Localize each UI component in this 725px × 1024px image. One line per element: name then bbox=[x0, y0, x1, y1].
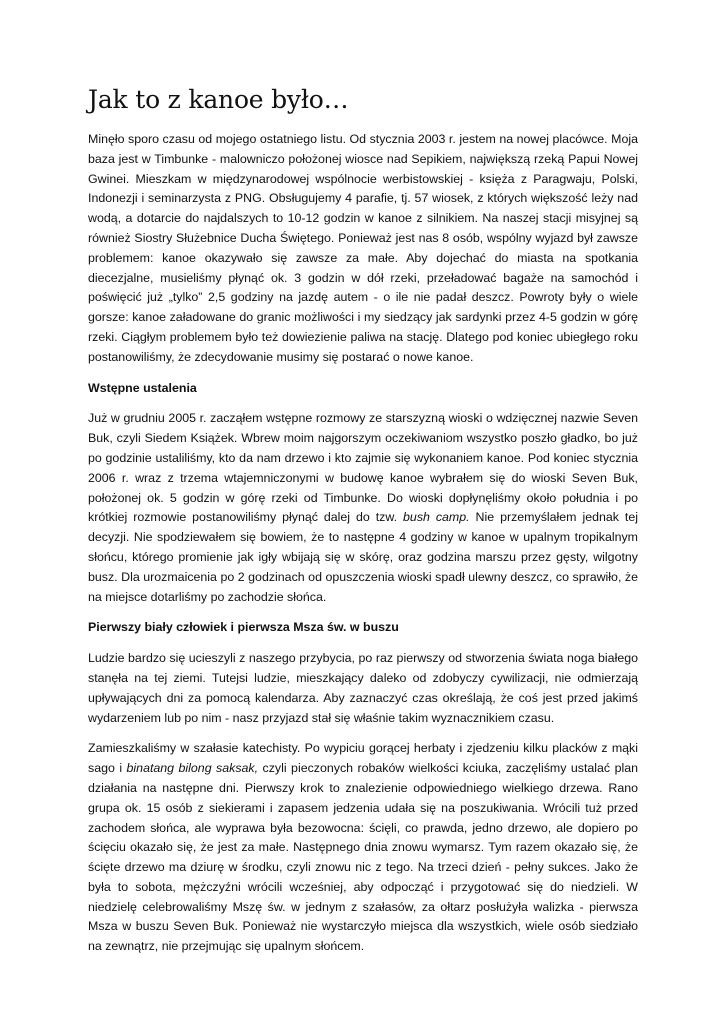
document-page bbox=[88, 84, 638, 968]
paragraph-arrival: Ludzie bardzo się ucieszyli z naszego przybycia, po raz pierwszy od stworzenia świata noga białego stanęła na tej ziemi. Tutejsi ludzie, mieszkający daleko od zdobyczy cywilizacji, nie odmierzają upływających dni za pomocą kalendarza. Aby zaznaczyć czas określają, że coś jest przed jakimś wydarzeniem lub po nim - nasz przyjazd stał się właśnie takim wyznacznikiem czasu. bbox=[88, 651, 638, 725]
paragraph-text: czyli pieczonych robaków wielkości kciuka, zaczęliśmy ustalać plan działania na następne dni. Pierwszy krok to znalezienie odpowiedniego wielkiego drzewa. Rano grupa ok. 15 osób z siekierami i zapasem jedzenia udała się na poszukiwania. Wrócili tuż przed zachodem słońca, ale wyprawa była bezowocna: ścięli, co prawda, jedno drzewo, ale dopiero po ścięciu okazało się, że jest za małe. Następnego dnia znowu wymarsz. Tym razem okazało się, że ścięte drzewo ma dziurę w środku, czyli znowu nic z tego. Na trzeci dzień - pełny sukces. Jako że była to sobota, mężczyźni wrócili wcześniej, aby odpocząć i przygotować się do niedzieli. W niedzielę celebrowaliśmy Mszę św. w jednym z szałasów, za ołtarz posłużyła walizka - pierwsza Msza w buszu Seven Buk. Ponieważ nie wystarczyło miejsca dla wszystkich, wiele osób siedziało na zewnątrz, nie przejmując się upalnym słońcem. bbox=[88, 761, 638, 954]
italic-term-bush-camp: bush camp. bbox=[403, 510, 470, 525]
paragraph-preliminary-talks bbox=[88, 409, 638, 607]
document-title: Jak to z kanoe było… bbox=[88, 85, 349, 114]
paragraph-search-for-tree bbox=[88, 739, 638, 957]
section-heading-first-white-man: Pierwszy biały człowiek i pierwsza Msza św. w buszu bbox=[88, 620, 399, 635]
section-heading-wstepne-ustalenia: Wstępne ustalenia bbox=[88, 380, 197, 395]
paragraph-text: Już w grudniu 2005 r. zacząłem wstępne rozmowy ze starszyzną wioski o wdzięcznej nazwie Seven Buk, czyli Siedem Książek. Wbrew moim najgorszym oczekiwaniom wszystko poszło gładko, bo już po godzinie ustaliliśmy, kto da nam drzewo i kto zajmie się wykonaniem kanoe. Pod koniec stycznia 2006 r. wraz z trzema wtajemniczonymi w budowę kanoe wybrałem się do wioski Seven Buk, położonej ok. 5 godzin w górę rzeki od Timbunke. Do wioski dopłynęliśmy około południa i po krótkiej rozmowie postanowiliśmy płynąć dalej do tzw. bbox=[88, 411, 638, 525]
paragraph-text: Zamieszkaliśmy w szałasie katechisty. Po wypiciu gorącej herbaty i zjedzeniu kilku placków z mąki sago i bbox=[88, 741, 638, 776]
paragraph-text: Nie przemyślałem jednak tej decyzji. Nie spodziewałem się bowiem, że to następne 4 godziny w kanoe w upalnym tropikalnym słońcu, którego promienie jak igły wbijają się w skórę, oraz godzina marszu przez gęsty, wilgotny busz. Dla urozmaicenia po 2 godzinach od opuszczenia wioski spadł ulewny deszcz, co sprawiło, że na miejsce dotarliśmy po zachodzie słońca. bbox=[88, 510, 638, 604]
italic-term-binatang: binatang bilong saksak, bbox=[126, 761, 259, 776]
paragraph-intro: Minęło sporo czasu od mojego ostatniego listu. Od stycznia 2003 r. jestem na nowej placówce. Moja baza jest w Timbunke - malowniczo położonej wiosce nad Sepikiem, największą rzeką Papui Nowej Gwinei. Mieszkam w międzynarodowej wspólnocie werbistowskiej - księża z Paragwaju, Polski, Indonezji i seminarzysta z PNG. Obsługujemy 4 parafie, tj. 57 wiosek, z których większość leży nad wodą, a dotarcie do najdalszych to 10-12 godzin w kanoe z silnikiem. Na naszej stacji misyjnej są również Siostry Służebnice Ducha Świętego. Ponieważ jest nas 8 osób, wspólny wyjazd był zawsze problemem: kanoe okazywało się zawsze za małe. Aby dojechać do miasta na spotkania diecezjalne, musieliśmy płynąć ok. 3 godzin w dół rzeki, przeładować bagaże na samochód i poświęcić już „tylko” 2,5 godziny na jazdę autem - o ile nie padał deszcz. Powroty były o wiele gorsze: kanoe załadowane do granic możliwości i my siedzący jak sardynki przez 4-5 godzin w górę rzeki. Ciągłym problemem było też dowiezienie paliwa na stację. Dlatego pod koniec ubiegłego roku postanowiliśmy, że zdecydowanie musimy się postarać o nowe kanoe. bbox=[88, 132, 638, 364]
